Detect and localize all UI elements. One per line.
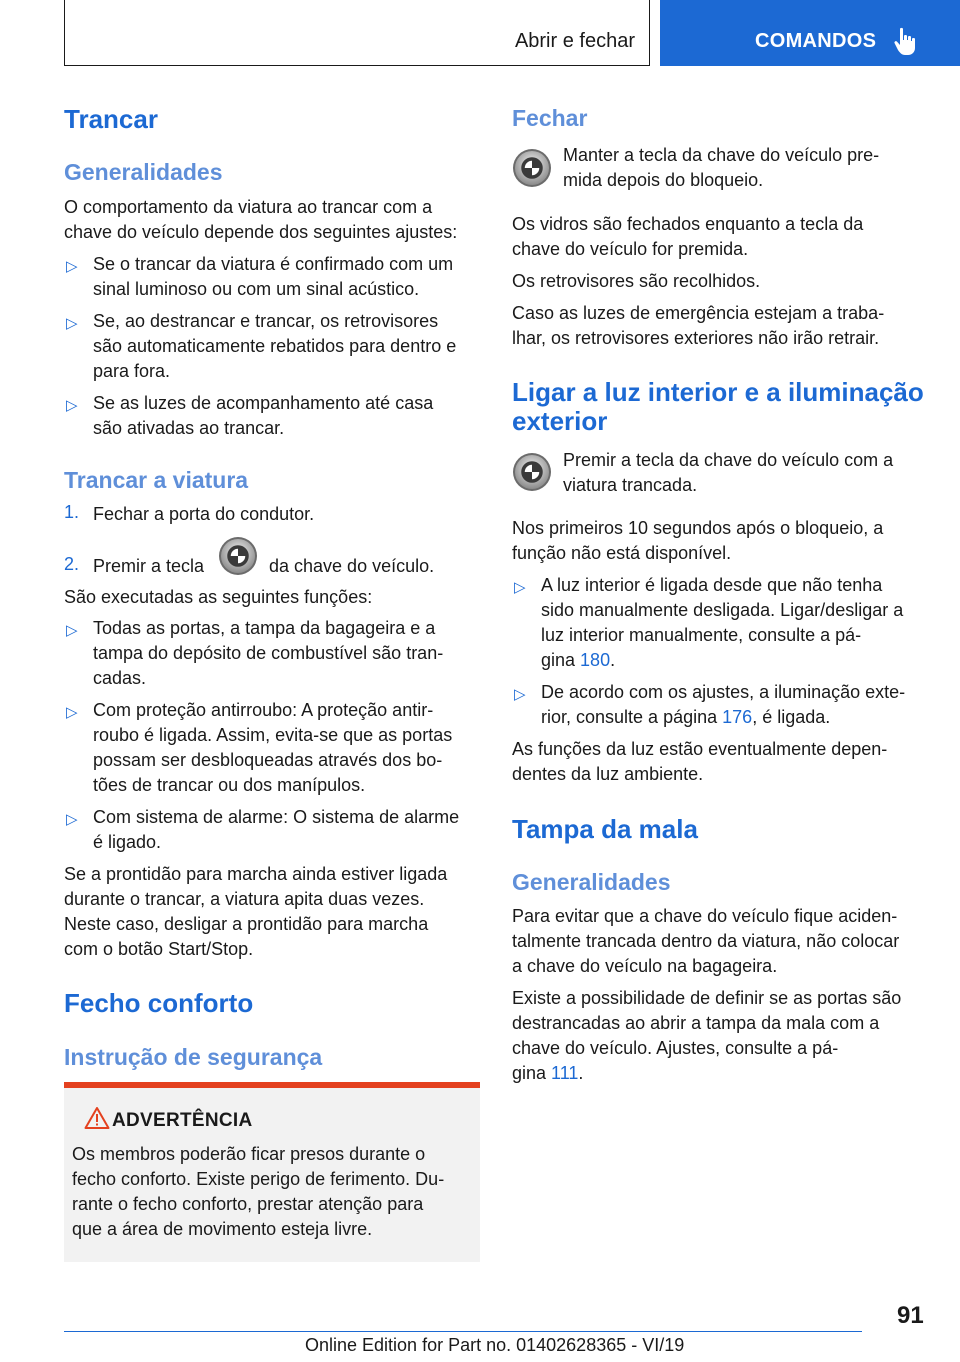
bullet-antitheft-l4: tões de trancar ou dos manípulos. [93, 775, 366, 795]
bullet-doors-l1: Todas as portas, a tampa da bagageira e a [93, 618, 436, 638]
bullet-confirm-l1: Se o trancar da viatura é confirmado com um [93, 254, 454, 274]
fechar-hazard-l1: Caso as luzes de emergência estejam a traba- [512, 303, 885, 323]
bullet-mirrors-l2: são automaticamente rebatidos para dentro e [93, 336, 457, 356]
paragraph-readiness-l1: Se a prontidão para marcha ainda estiver ligada [64, 864, 448, 884]
page-link-180[interactable]: 180 [580, 650, 611, 670]
bullet-interior-l4: gina 180. [541, 650, 616, 670]
warning-line: fecho conforto. Existe perigo de ferimento. Du- [72, 1169, 445, 1189]
ligar-delay-l1: Nos primeiros 10 segundos após o bloqueio, a [512, 518, 884, 538]
bullet-exterior-l2: rior, consulte a página 176, é ligada. [541, 707, 831, 727]
tampa-setting-l2: destrancadas ao abrir a tampa da mala com a [512, 1013, 880, 1033]
paragraph-readiness-l3: Neste caso, desligar a prontidão para marcha [64, 914, 429, 934]
heading-ligar-luz-l2: exterior [512, 406, 608, 436]
fechar-windows-l1: Os vidros são fechados enquanto a tecla da [512, 214, 864, 234]
hand-pointer-icon [894, 26, 920, 56]
paragraph-functions: São executadas as seguintes funções: [64, 587, 373, 607]
step-2-text-b: da chave do veículo. [269, 556, 435, 576]
heading-fecho-conforto: Fecho conforto [64, 988, 254, 1018]
bullet-marker: ▷ [66, 315, 78, 332]
bullet-marker: ▷ [66, 258, 78, 275]
paragraph-intro-l1: O comportamento da viatura ao trancar com a [64, 197, 433, 217]
bullet-marker: ▷ [66, 811, 78, 828]
bullet-antitheft-l3: possam ser desbloqueadas através dos bo- [93, 750, 443, 770]
ligar-press-l2: viatura trancada. [563, 475, 698, 495]
fechar-hazard-l2: lhar, os retrovisores exteriores não irão retrair. [512, 328, 880, 348]
step-number-2: 2. [64, 554, 80, 574]
fechar-hold-l2: mida depois do bloqueio. [563, 170, 764, 190]
bullet-alarm-l2: é ligado. [93, 832, 162, 852]
bullet-interior-l2: sido manualmente desligada. Ligar/desligar a [541, 600, 904, 620]
bullet-mirrors-l1: Se, ao destrancar e trancar, os retrovisores [93, 311, 439, 331]
page-number: 91 [897, 1302, 924, 1329]
bullet-lights-l2: são ativadas ao trancar. [93, 418, 285, 438]
bullet-lights-l1: Se as luzes de acompanhamento até casa [93, 393, 434, 413]
bullet-marker: ▷ [66, 704, 78, 721]
bullet-marker: ▷ [66, 622, 78, 639]
heading-generalidades-1: Generalidades [64, 159, 223, 185]
bullet-antitheft-l1: Com proteção antirroubo: A proteção antir- [93, 700, 434, 720]
warning-box [64, 1082, 480, 1262]
tampa-avoid-l2: talmente trancada dentro da viatura, não colocar [512, 931, 900, 951]
bullet-antitheft-l2: roubo é ligada. Assim, evita-se que as portas [93, 725, 453, 745]
bullet-marker: ▷ [66, 397, 78, 414]
bullet-marker: ▷ [514, 579, 526, 596]
bullet-marker: ▷ [514, 686, 526, 703]
page-link-176[interactable]: 176 [722, 707, 753, 727]
fechar-windows-l2: chave do veículo for premida. [512, 239, 749, 259]
warning-line: que a área de movimento esteja livre. [72, 1219, 373, 1239]
bmw-key-button-icon [512, 148, 552, 188]
ligar-delay-l2: função não está disponível. [512, 543, 732, 563]
header-section-title: Abrir e fechar [514, 30, 635, 52]
heading-trancar: Trancar [64, 104, 158, 134]
tampa-setting-l1: Existe a possibilidade de definir se as portas são [512, 988, 902, 1008]
heading-fechar: Fechar [512, 105, 588, 131]
tampa-setting-l4: gina 111. [512, 1063, 584, 1083]
footer-edition: Online Edition for Part no. 01402628365 - VI/19 [305, 1335, 685, 1355]
heading-ligar-luz-l1: Ligar a luz interior e a iluminação [512, 377, 924, 407]
heading-trancar-viatura: Trancar a viatura [64, 467, 249, 493]
bullet-doors-l3: cadas. [93, 668, 147, 688]
header-section-box [64, 0, 650, 66]
paragraph-intro-l2: chave do veículo depende dos seguintes ajustes: [64, 222, 458, 242]
warning-accent-bar [64, 1082, 480, 1088]
page-link-111[interactable]: 111 [551, 1063, 579, 1083]
bullet-mirrors-l3: para fora. [93, 361, 171, 381]
warning-text [72, 1142, 476, 1242]
paragraph-readiness-l2: durante o trancar, a viatura apita duas vezes. [64, 889, 425, 909]
warning-title: ADVERTÊNCIA [112, 1110, 253, 1131]
bullet-confirm-l2: sinal luminoso ou com um sinal acústico. [93, 279, 420, 299]
tampa-avoid-l3: a chave do veículo na bagageira. [512, 956, 778, 976]
header-chapter-label: COMANDOS [755, 30, 877, 52]
heading-instrucao-seguranca: Instrução de segurança [64, 1044, 323, 1070]
bullet-doors-l2: tampa do depósito de combustível são tran- [93, 643, 444, 663]
tampa-setting-l3: chave do veículo. Ajustes, consulte a pá- [512, 1038, 839, 1058]
paragraph-readiness-l4: com o botão Start/Stop. [64, 939, 254, 959]
bullet-exterior-l1: De acordo com os ajustes, a iluminação exte- [541, 682, 906, 702]
header-chapter-tab[interactable] [660, 0, 960, 66]
ligar-ambient-l2: dentes da luz ambiente. [512, 764, 704, 784]
warning-line: rante o fecho conforto, prestar atenção para [72, 1194, 424, 1214]
warning-line: Os membros poderão ficar presos durante o [72, 1144, 426, 1164]
bullet-interior-l3: luz interior manualmente, consulte a pá- [541, 625, 862, 645]
ligar-press-l1: Premir a tecla da chave do veículo com a [563, 450, 894, 470]
fechar-mirrors: Os retrovisores são recolhidos. [512, 271, 761, 291]
ligar-ambient-l1: As funções da luz estão eventualmente depen- [512, 739, 888, 759]
heading-generalidades-2: Generalidades [512, 869, 671, 895]
bmw-key-button-icon [218, 536, 258, 576]
bullet-alarm-l1: Com sistema de alarme: O sistema de alarme [93, 807, 460, 827]
heading-tampa-mala: Tampa da mala [512, 814, 698, 844]
step-1-text: Fechar a porta do condutor. [93, 504, 315, 524]
step-number-1: 1. [64, 502, 80, 522]
bullet-interior-l1: A luz interior é ligada desde que não tenha [541, 575, 883, 595]
fechar-hold-l1: Manter a tecla da chave do veículo pre- [563, 145, 880, 165]
bmw-key-button-icon [512, 452, 552, 492]
footer-divider [64, 1331, 862, 1332]
warning-triangle-icon [84, 1106, 110, 1130]
tampa-avoid-l1: Para evitar que a chave do veículo fique aciden- [512, 906, 898, 926]
step-2-text-a: Premir a tecla [93, 556, 205, 576]
